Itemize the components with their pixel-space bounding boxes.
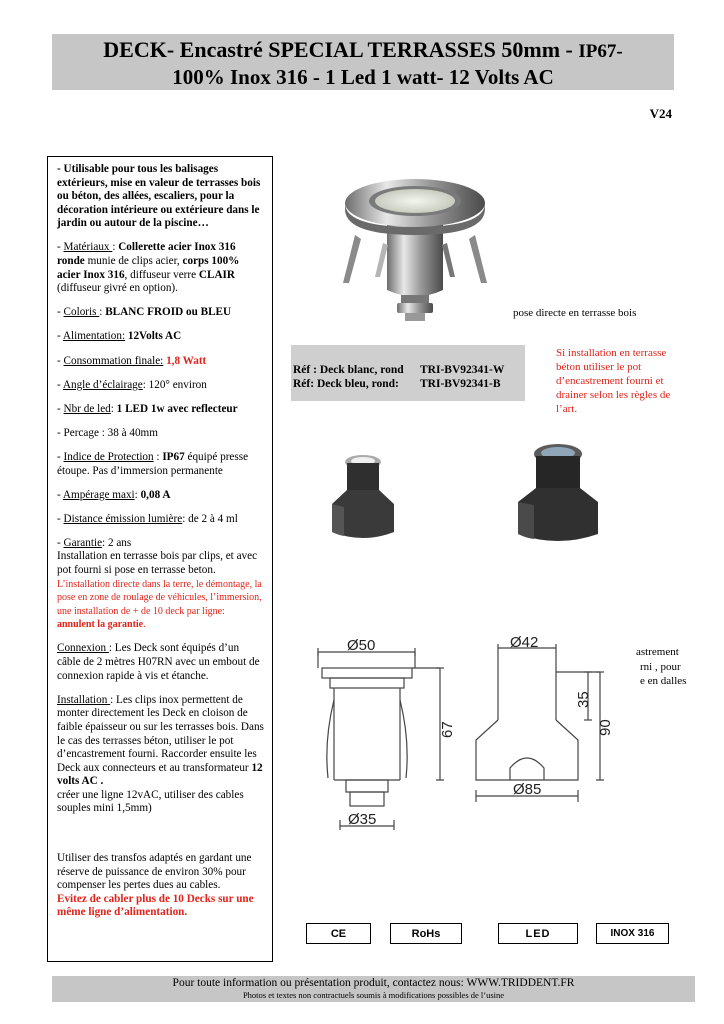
drilling-spec: - Percage : 38 à 40mm [57,426,158,439]
title-main: DECK- Encastré SPECIAL TERRASSES 50mm - [103,37,579,62]
reference-blue: Réf: Deck bleu, rond: TRI-BV92341-B [293,378,501,390]
title-line-1 [52,37,674,65]
badge-inox: INOX 316 [596,923,669,944]
specs-panel [47,156,273,962]
version-label: V24 [649,106,672,121]
dim-d50: Ø50 [347,637,376,654]
materials-spec: - Matériaux : Collerette acier Inox 316 ronde munie de clips acier, corps 100% acier Inox 316, diffuseur verre CLAIR (diffuseur givré en option). [57,241,240,295]
badge-rohs: RoHs [390,923,462,944]
footer-disclaimer: Photos et textes non contractuels soumis à modifications possibles de l’usine [242,990,505,1000]
photo-caption: pose directe en terrasse bois [513,307,637,319]
technical-drawing-pot [470,630,620,830]
title-line-2: 100% Inox 316 - 1 Led 1 watt- 12 Volts AC [172,65,554,89]
dim-d42: Ø42 [510,634,539,651]
colors-spec: - Coloris : BLANC FROID ou BLEU [57,306,232,319]
angle-spec: - Angle d’éclairage: 120° environ [57,378,207,391]
title-ip: IP67- [578,41,623,62]
dim-90: 90 [597,719,614,736]
footer-banner [52,976,695,1002]
title-banner [52,34,674,90]
dim-35: 35 [575,691,592,708]
pot-photo-white [318,452,408,542]
concrete-install-note: Si installation en terrasse béton utiliser le pot d’encastrement fourni et drainer selon les règles de l’art. [556,347,671,415]
reference-white: Réf : Deck blanc, rond TRI-BV92341-W [293,364,505,376]
badge-led: LED [498,923,578,944]
partially-hidden-text: astrement rni , pour e en dalles [636,646,687,687]
warranty-spec: - Garantie: 2 ans Installation en terrasse bois par clips, et avec pot fourni si pose en terrasse beton. L’installation directe dans la terre, le démontage, la pose en zone de roulage de véhicules, l’immersion, une installation de + de 10 deck par ligne: annulent la garantie. [57,536,262,631]
references-box [291,345,525,401]
transfo-note: Utiliser des transfos adaptés en gardant une réserve de puissance de environ 30% pour compenser les pertes dues au cables. Evitez de cabler plus de 10 Decks sur une même ligne d’alimentation. [57,852,254,919]
product-photo-steel [335,165,495,330]
footer-contact: Pour toute information ou présentation produit, contactez nous: WWW.TRIDDENT.FR [172,977,575,989]
badge-ce: CE [306,923,371,944]
protection-spec: - Indice de Protection : IP67 équipé presse étoupe. Pas d’immersion permanente [57,450,249,477]
connection-spec: Connexion : Les Deck sont équipés d’un câble de 2 mètres H07RN avec un embout de connexion rapide à vis et étanche. [57,642,260,682]
dim-67: 67 [439,721,456,738]
pot-photo-blue [508,440,608,545]
led-spec: - Nbr de led: 1 LED 1w avec reflecteur [57,402,238,415]
distance-spec: - Distance émission lumière: de 2 à 4 ml [57,512,238,525]
power-spec: - Alimentation: 12Volts AC [57,330,182,343]
technical-drawing-deck [300,630,460,835]
consumption-spec: - Consommation finale: 1,8 Watt [57,354,207,367]
dim-d35: Ø35 [348,811,377,828]
intro-text: - Utilisable pour tous les balisages extérieurs, mise en valeur de terrasses bois ou béton, des allées, escaliers, pour la décoration intérieure ou extérieure dans le jardin ou autour de la piscine… [57,163,261,230]
dim-d85: Ø85 [513,781,542,798]
installation-spec: Installation : Les clips inox permettent de monter directement les Deck en cloison de faible épaisseur ou sur les terrasses bois. Dans le cas des terrasses béton, utiliser le pot d’encastrement fourni. Raccorder ensuite les Deck aux connecteurs et au transformateur 12 volts AC . créer une ligne 12vAC, utiliser des cables souples mini 1,5mm) [57,693,264,815]
amperage-spec: - Ampérage maxi: 0,08 A [57,488,171,501]
